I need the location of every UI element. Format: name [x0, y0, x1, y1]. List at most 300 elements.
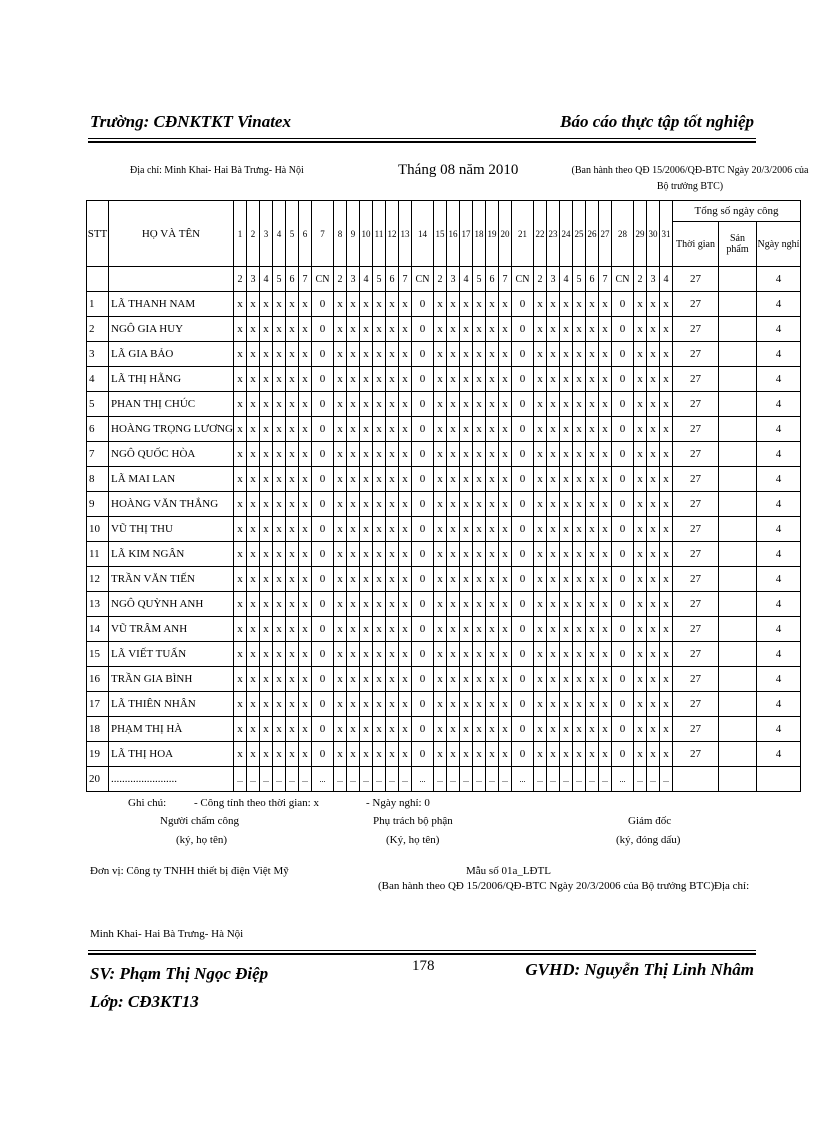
day-off-mark: 0: [512, 367, 534, 392]
day-work-mark: x: [373, 442, 386, 467]
blank-day-cell: ...: [647, 767, 660, 792]
day-work-mark: x: [586, 592, 599, 617]
day-work-mark: x: [460, 467, 473, 492]
day-work-mark: x: [599, 492, 612, 517]
header-day: 24: [560, 201, 573, 267]
day-work-mark: x: [273, 592, 286, 617]
day-work-mark: x: [334, 317, 347, 342]
day-work-mark: x: [247, 567, 260, 592]
day-work-mark: x: [573, 367, 586, 392]
header-day: 18: [473, 201, 486, 267]
day-work-mark: x: [360, 417, 373, 442]
day-work-mark: x: [399, 517, 412, 542]
day-work-mark: x: [360, 567, 373, 592]
row-leave-total: 4: [757, 392, 801, 417]
row-leave-total: 4: [757, 342, 801, 367]
day-off-mark: 0: [612, 342, 634, 367]
row-stt: 4: [87, 367, 109, 392]
blank-day-cell: ...: [534, 767, 547, 792]
row-name: NGÔ GIA HUY: [109, 317, 234, 342]
row-stt: 14: [87, 617, 109, 642]
day-off-mark: 0: [512, 317, 534, 342]
day-work-mark: x: [573, 592, 586, 617]
blank-day-cell: ...: [234, 767, 247, 792]
day-work-mark: x: [247, 442, 260, 467]
day-work-mark: x: [286, 742, 299, 767]
day-work-mark: x: [647, 367, 660, 392]
day-off-mark: 0: [312, 392, 334, 417]
day-work-mark: x: [499, 317, 512, 342]
day-work-mark: x: [534, 667, 547, 692]
row-leave-total: 4: [757, 517, 801, 542]
off-note: - Ngày nghỉ: 0: [366, 797, 430, 809]
row-leave-total: 4: [757, 542, 801, 567]
day-work-mark: x: [273, 442, 286, 467]
day-work-mark: x: [234, 467, 247, 492]
day-work-mark: x: [647, 742, 660, 767]
day-work-mark: x: [647, 517, 660, 542]
row-name: LÃ GIA BẢO: [109, 342, 234, 367]
day-work-mark: x: [573, 392, 586, 417]
row-leave-total: 4: [757, 667, 801, 692]
day-work-mark: x: [647, 667, 660, 692]
day-work-mark: x: [299, 592, 312, 617]
row-stt: 6: [87, 417, 109, 442]
day-work-mark: x: [447, 492, 460, 517]
day-work-mark: x: [247, 667, 260, 692]
day-work-mark: x: [547, 742, 560, 767]
day-work-mark: x: [373, 592, 386, 617]
day-work-mark: x: [347, 542, 360, 567]
table-row: [87, 567, 801, 592]
day-off-mark: 0: [512, 542, 534, 567]
day-work-mark: x: [260, 417, 273, 442]
day-work-mark: x: [634, 467, 647, 492]
day-work-mark: x: [660, 567, 673, 592]
day-work-mark: x: [399, 642, 412, 667]
day-work-mark: x: [586, 692, 599, 717]
day-work-mark: x: [260, 567, 273, 592]
day-work-mark: x: [347, 492, 360, 517]
row-stt: 8: [87, 467, 109, 492]
blank-day-cell: ...: [299, 767, 312, 792]
weekday-cell: 4: [260, 267, 273, 292]
header-day: 19: [486, 201, 499, 267]
day-work-mark: x: [599, 642, 612, 667]
day-work-mark: x: [660, 517, 673, 542]
day-work-mark: x: [386, 742, 399, 767]
row-stt: 20: [87, 767, 109, 792]
row-leave-total: 4: [757, 617, 801, 642]
day-work-mark: x: [547, 667, 560, 692]
day-work-mark: x: [599, 617, 612, 642]
day-work-mark: x: [573, 567, 586, 592]
row-product-total: [719, 567, 757, 592]
day-work-mark: x: [286, 292, 299, 317]
day-work-mark: x: [660, 667, 673, 692]
row-product-total: [719, 392, 757, 417]
day-work-mark: x: [460, 292, 473, 317]
header-day: 11: [373, 201, 386, 267]
day-off-mark: 0: [412, 642, 434, 667]
day-work-mark: x: [534, 542, 547, 567]
footer-rule-thick: [88, 953, 756, 955]
day-work-mark: x: [573, 292, 586, 317]
day-work-mark: x: [347, 292, 360, 317]
day-work-mark: x: [560, 717, 573, 742]
header-day: 1: [234, 201, 247, 267]
day-work-mark: x: [434, 467, 447, 492]
day-work-mark: x: [499, 692, 512, 717]
day-work-mark: x: [260, 517, 273, 542]
weekday-cell: 5: [473, 267, 486, 292]
day-work-mark: x: [599, 292, 612, 317]
day-work-mark: x: [386, 667, 399, 692]
weekday-row: [87, 267, 801, 292]
day-work-mark: x: [599, 692, 612, 717]
day-work-mark: x: [273, 642, 286, 667]
day-work-mark: x: [399, 442, 412, 467]
day-work-mark: x: [586, 292, 599, 317]
day-off-mark: 0: [312, 667, 334, 692]
day-off-mark: 0: [312, 342, 334, 367]
day-work-mark: x: [373, 642, 386, 667]
day-off-mark: 0: [412, 417, 434, 442]
weekday-cell: 2: [434, 267, 447, 292]
day-work-mark: x: [247, 742, 260, 767]
day-work-mark: x: [299, 667, 312, 692]
day-work-mark: x: [634, 642, 647, 667]
day-work-mark: x: [634, 667, 647, 692]
day-work-mark: x: [299, 642, 312, 667]
row-time-total: 27: [673, 742, 719, 767]
blank-day-cell: ...: [599, 767, 612, 792]
day-work-mark: x: [247, 492, 260, 517]
day-work-mark: x: [573, 667, 586, 692]
day-off-mark: 0: [312, 542, 334, 567]
day-work-mark: x: [334, 742, 347, 767]
day-off-mark: 0: [412, 742, 434, 767]
day-off-mark: 0: [512, 442, 534, 467]
day-work-mark: x: [386, 417, 399, 442]
day-work-mark: x: [547, 367, 560, 392]
day-work-mark: x: [486, 542, 499, 567]
table-row: [87, 417, 801, 442]
day-off-mark: 0: [612, 742, 634, 767]
day-work-mark: x: [560, 367, 573, 392]
day-off-mark: 0: [512, 492, 534, 517]
day-work-mark: x: [299, 567, 312, 592]
day-work-mark: x: [573, 317, 586, 342]
day-off-mark: 0: [512, 467, 534, 492]
notes-label: Ghi chú:: [128, 797, 167, 809]
day-work-mark: x: [260, 542, 273, 567]
row-time-total: 27: [673, 317, 719, 342]
day-work-mark: x: [447, 567, 460, 592]
day-work-mark: x: [547, 417, 560, 442]
row-leave-total: 4: [757, 642, 801, 667]
day-work-mark: x: [460, 642, 473, 667]
day-work-mark: x: [486, 317, 499, 342]
day-off-mark: 0: [312, 492, 334, 517]
day-work-mark: x: [286, 492, 299, 517]
day-off-mark: 0: [512, 517, 534, 542]
day-off-mark: 0: [412, 442, 434, 467]
day-off-mark: 0: [512, 592, 534, 617]
day-work-mark: x: [660, 742, 673, 767]
day-work-mark: x: [547, 542, 560, 567]
day-work-mark: x: [447, 442, 460, 467]
day-work-mark: x: [473, 667, 486, 692]
day-work-mark: x: [373, 517, 386, 542]
day-work-mark: x: [299, 442, 312, 467]
day-work-mark: x: [634, 342, 647, 367]
day-work-mark: x: [486, 742, 499, 767]
day-work-mark: x: [560, 292, 573, 317]
day-work-mark: x: [347, 592, 360, 617]
day-work-mark: x: [586, 617, 599, 642]
day-work-mark: x: [599, 317, 612, 342]
table-row: [87, 692, 801, 717]
day-work-mark: x: [286, 542, 299, 567]
day-work-mark: x: [386, 367, 399, 392]
day-work-mark: x: [399, 317, 412, 342]
day-work-mark: x: [599, 592, 612, 617]
table-row: [87, 517, 801, 542]
header-day: 6: [299, 201, 312, 267]
day-off-mark: 0: [512, 742, 534, 767]
day-work-mark: x: [334, 392, 347, 417]
weekday-cell: 3: [347, 267, 360, 292]
table-row: [87, 367, 801, 392]
day-off-mark: 0: [512, 292, 534, 317]
day-work-mark: x: [360, 292, 373, 317]
day-work-mark: x: [586, 667, 599, 692]
day-work-mark: x: [460, 742, 473, 767]
day-work-mark: x: [460, 542, 473, 567]
day-work-mark: x: [347, 317, 360, 342]
day-work-mark: x: [447, 342, 460, 367]
day-work-mark: x: [373, 667, 386, 692]
header-day: 16: [447, 201, 460, 267]
day-work-mark: x: [360, 667, 373, 692]
blank-day-cell: ...: [434, 767, 447, 792]
day-off-mark: 0: [612, 292, 634, 317]
day-work-mark: x: [534, 317, 547, 342]
day-work-mark: x: [399, 667, 412, 692]
day-work-mark: x: [586, 642, 599, 667]
day-work-mark: x: [560, 692, 573, 717]
day-work-mark: x: [660, 592, 673, 617]
day-work-mark: x: [586, 417, 599, 442]
day-work-mark: x: [460, 442, 473, 467]
blank-day-cell: ...: [260, 767, 273, 792]
day-off-mark: 0: [612, 717, 634, 742]
day-work-mark: x: [486, 392, 499, 417]
day-work-mark: x: [560, 392, 573, 417]
row-name: LÃ THỊ HOA: [109, 742, 234, 767]
day-work-mark: x: [560, 617, 573, 642]
day-off-mark: 0: [512, 642, 534, 667]
row-name: LÃ KIM NGÂN: [109, 542, 234, 567]
day-work-mark: x: [447, 717, 460, 742]
row-stt: 5: [87, 392, 109, 417]
day-off-mark: 0: [612, 667, 634, 692]
day-work-mark: x: [334, 442, 347, 467]
day-work-mark: x: [473, 717, 486, 742]
row-time-total: 27: [673, 542, 719, 567]
day-off-mark: 0: [612, 692, 634, 717]
day-work-mark: x: [234, 692, 247, 717]
day-work-mark: x: [260, 617, 273, 642]
day-work-mark: x: [373, 292, 386, 317]
day-work-mark: x: [660, 342, 673, 367]
day-work-mark: x: [360, 342, 373, 367]
table-row: [87, 667, 801, 692]
day-work-mark: x: [334, 517, 347, 542]
day-work-mark: x: [434, 542, 447, 567]
row-product-total: [719, 292, 757, 317]
header-time: Thời gian: [673, 222, 719, 267]
day-work-mark: x: [486, 492, 499, 517]
row-time-total: 27: [673, 642, 719, 667]
day-work-mark: x: [273, 617, 286, 642]
day-work-mark: x: [347, 692, 360, 717]
day-work-mark: x: [573, 442, 586, 467]
signature-department-sub: (Ký, họ tên): [386, 834, 440, 846]
day-work-mark: x: [586, 392, 599, 417]
row-product-total: [719, 417, 757, 442]
day-work-mark: x: [586, 542, 599, 567]
empty-cell: [719, 267, 757, 292]
blank-day-cell: ...: [499, 767, 512, 792]
day-work-mark: x: [486, 717, 499, 742]
day-work-mark: x: [586, 492, 599, 517]
weekday-cell: 2: [334, 267, 347, 292]
day-work-mark: x: [586, 567, 599, 592]
day-work-mark: x: [499, 367, 512, 392]
row-product-total: [719, 667, 757, 692]
day-work-mark: x: [560, 442, 573, 467]
day-work-mark: x: [234, 392, 247, 417]
day-work-mark: x: [560, 567, 573, 592]
day-work-mark: x: [334, 567, 347, 592]
day-work-mark: x: [234, 342, 247, 367]
day-work-mark: x: [334, 342, 347, 367]
header-day: 8: [334, 201, 347, 267]
header-leave: Ngày nghỉ: [757, 222, 801, 267]
day-work-mark: x: [460, 417, 473, 442]
day-work-mark: x: [373, 417, 386, 442]
day-work-mark: x: [660, 717, 673, 742]
day-work-mark: x: [286, 317, 299, 342]
day-work-mark: x: [260, 317, 273, 342]
day-off-mark: 0: [312, 517, 334, 542]
day-work-mark: x: [273, 742, 286, 767]
day-work-mark: x: [647, 317, 660, 342]
day-off-mark: 0: [312, 742, 334, 767]
header-day: 21: [512, 201, 534, 267]
day-work-mark: x: [286, 717, 299, 742]
day-work-mark: x: [447, 742, 460, 767]
day-work-mark: x: [499, 717, 512, 742]
day-work-mark: x: [560, 642, 573, 667]
day-work-mark: x: [347, 367, 360, 392]
day-work-mark: x: [534, 467, 547, 492]
day-work-mark: x: [460, 392, 473, 417]
row-name: PHAN THỊ CHÚC: [109, 392, 234, 417]
day-work-mark: x: [586, 467, 599, 492]
day-work-mark: x: [573, 692, 586, 717]
day-work-mark: x: [360, 592, 373, 617]
day-work-mark: x: [234, 417, 247, 442]
day-work-mark: x: [660, 492, 673, 517]
day-work-mark: x: [534, 492, 547, 517]
day-work-mark: x: [547, 442, 560, 467]
day-work-mark: x: [534, 692, 547, 717]
day-work-mark: x: [447, 417, 460, 442]
day-work-mark: x: [434, 667, 447, 692]
day-work-mark: x: [334, 542, 347, 567]
day-work-mark: x: [399, 592, 412, 617]
row-name: PHẠM THỊ HÀ: [109, 717, 234, 742]
day-work-mark: x: [299, 617, 312, 642]
day-work-mark: x: [234, 617, 247, 642]
table-row: [87, 617, 801, 642]
day-work-mark: x: [360, 442, 373, 467]
row-stt: 2: [87, 317, 109, 342]
day-work-mark: x: [373, 367, 386, 392]
weekday-cell: 6: [286, 267, 299, 292]
blank-day-cell: ...: [273, 767, 286, 792]
day-work-mark: x: [447, 517, 460, 542]
header-day: 26: [586, 201, 599, 267]
unit-address: Minh Khai- Hai Bà Trưng- Hà Nội: [90, 928, 244, 940]
day-work-mark: x: [473, 592, 486, 617]
day-work-mark: x: [460, 517, 473, 542]
blank-day-cell: ...: [473, 767, 486, 792]
day-work-mark: x: [547, 392, 560, 417]
day-work-mark: x: [573, 542, 586, 567]
weekday-cell: 3: [447, 267, 460, 292]
header-day: 20: [499, 201, 512, 267]
row-time-total: 27: [673, 567, 719, 592]
blank-day-cell: ...: [560, 767, 573, 792]
row-time-total: 27: [673, 417, 719, 442]
day-off-mark: 0: [312, 617, 334, 642]
day-work-mark: x: [599, 467, 612, 492]
day-work-mark: x: [360, 617, 373, 642]
blank-day-cell: ...: [247, 767, 260, 792]
leave-total: 4: [757, 267, 801, 292]
day-work-mark: x: [599, 567, 612, 592]
day-work-mark: x: [647, 692, 660, 717]
day-work-mark: x: [273, 317, 286, 342]
day-work-mark: x: [360, 742, 373, 767]
day-off-mark: 0: [512, 392, 534, 417]
day-work-mark: x: [647, 342, 660, 367]
table-row: [87, 467, 801, 492]
header-day: 31: [660, 201, 673, 267]
table-row: [87, 392, 801, 417]
day-work-mark: x: [334, 692, 347, 717]
day-work-mark: x: [499, 567, 512, 592]
day-work-mark: x: [660, 417, 673, 442]
blank-day-cell: ...: [373, 767, 386, 792]
student-class: Lớp: CĐ3KT13: [90, 992, 199, 1011]
day-off-mark: 0: [412, 517, 434, 542]
day-off-mark: 0: [312, 292, 334, 317]
